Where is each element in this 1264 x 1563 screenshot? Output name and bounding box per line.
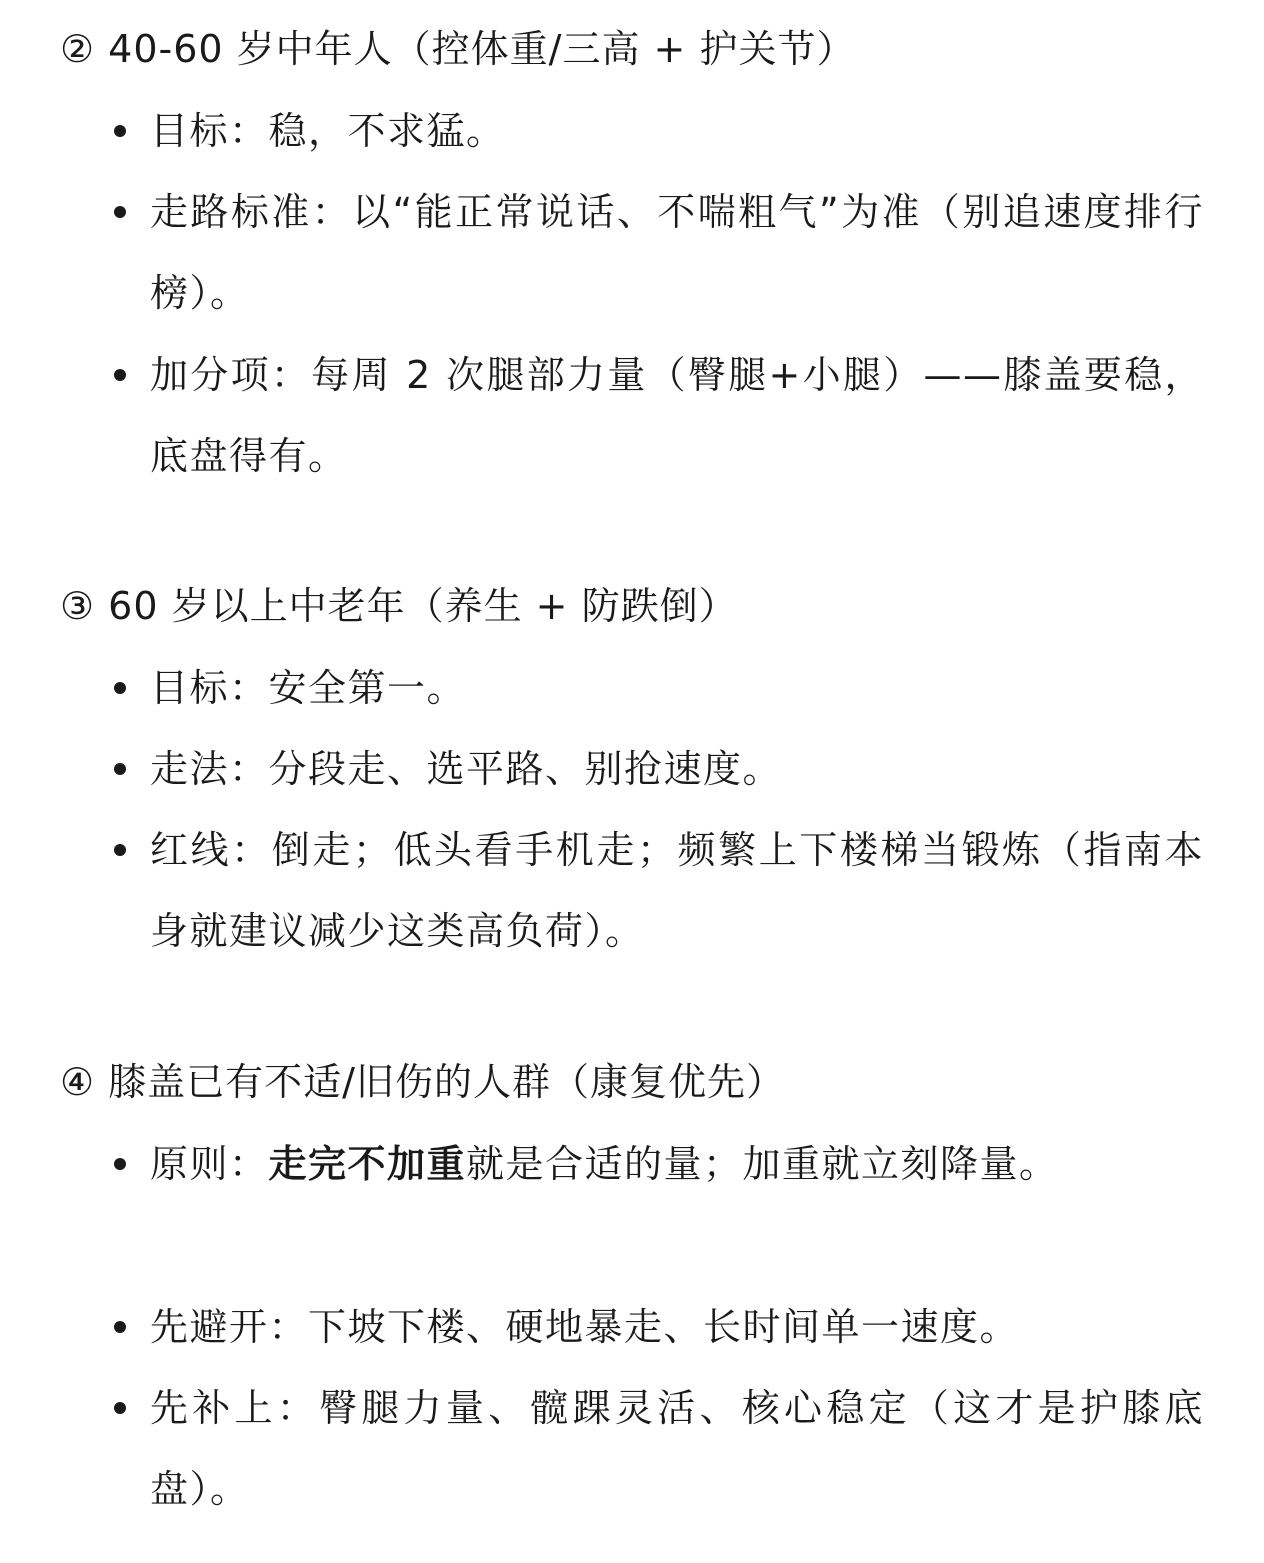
list-item: 先避开：下坡下楼、硬地暴走、长时间单一速度。 bbox=[150, 1287, 1204, 1368]
list-item: 走路标准：以“能正常说话、不喘粗气”为准（别追速度排行榜）。 bbox=[150, 172, 1204, 334]
section-heading-middle-aged: ② 40-60 岁中年人（控体重/三高 + 护关节） bbox=[60, 27, 856, 71]
section-heading-seniors: ③ 60 岁以上中老年（养生 + 防跌倒） bbox=[60, 584, 738, 628]
item-prefix: 原则： bbox=[150, 1142, 269, 1186]
list-item: 目标：稳，不求猛。 bbox=[150, 91, 1204, 172]
list-item: 加分项：每周 2 次腿部力量（臀腿+小腿）——膝盖要稳，底盘得有。 bbox=[150, 335, 1204, 497]
section-heading-knee-injury: ④ 膝盖已有不适/旧伤的人群（康复优先） bbox=[60, 1060, 785, 1104]
list-item: 走法：分段走、选平路、别抢速度。 bbox=[150, 729, 1204, 810]
list-item: 红线：倒走；低头看手机走；频繁上下楼梯当锻炼（指南本身就建议减少这类高负荷）。 bbox=[150, 810, 1204, 972]
list-item: 先补上：臀腿力量、髋踝灵活、核心稳定（这才是护膝底盘）。 bbox=[150, 1368, 1204, 1530]
item-suffix: 就是合适的量；加重就立刻降量。 bbox=[466, 1142, 1059, 1186]
list-item: 目标：安全第一。 bbox=[150, 648, 1204, 729]
emphasis-text: 走完不加重 bbox=[268, 1142, 467, 1186]
list-item bbox=[150, 1124, 1204, 1205]
